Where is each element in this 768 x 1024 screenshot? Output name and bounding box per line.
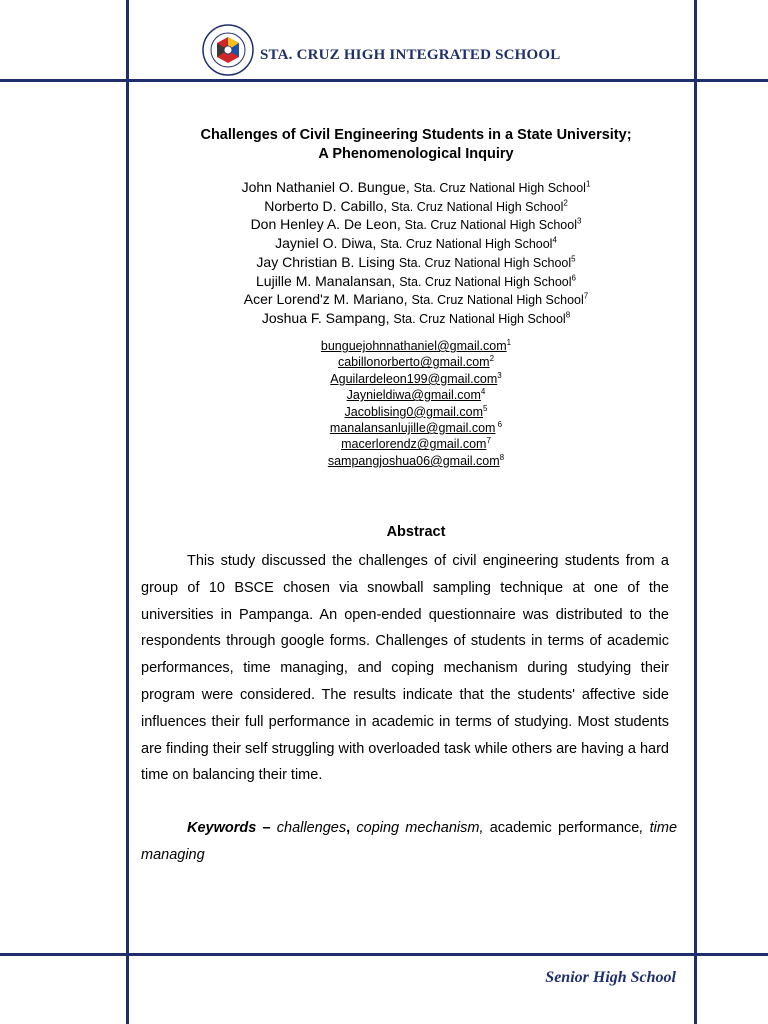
- email-line: [140, 338, 692, 354]
- keyword-challenges: challenges: [276, 820, 347, 836]
- author-affiliation: Sta. Cruz National High School: [411, 293, 584, 308]
- author-line: [140, 310, 692, 329]
- author-name: Jay Christian B. Lising: [256, 253, 395, 270]
- email-link[interactable]: manalansanlujille@gmail.com: [329, 421, 496, 436]
- abstract-body: This study discussed the challenges of civil engineering students from a group of 10 BSCE chosen via snowball sampling technique at one of the universities in Pampanga. An open-ended questionnaire was distributed to the respondents through google forms. Challenges of students in terms of academic performances, time managing, and coping mechanism during studying their program were considered. The results indicate that the students' affective side influences their full performance in academic in terms of studying. Most students are finding their self struggling with overloaded task while others are having a hard time on balancing their time.: [141, 553, 669, 784]
- author-sup: 2: [563, 198, 568, 208]
- email-link[interactable]: macerlorendz@gmail.com: [341, 437, 487, 452]
- author-affiliation: Sta. Cruz National High School: [413, 181, 586, 195]
- author-sup: 3: [576, 216, 582, 226]
- keyword-academic-performance: academic performance: [489, 820, 640, 836]
- email-list: [140, 338, 692, 469]
- author-name: John Nathaniel O. Bungue,: [241, 179, 410, 195]
- author-name: Don Henley A. De Leon,: [250, 216, 401, 233]
- email-sup: 8: [499, 452, 505, 462]
- keyword-separator: ,: [346, 820, 351, 836]
- author-name: Joshua F. Sampang,: [261, 309, 390, 326]
- author-affiliation: Sta. Cruz National High School: [393, 311, 566, 326]
- author-name: Lujille M. Manalansan,: [256, 272, 396, 289]
- email-line: [140, 371, 692, 387]
- author-affiliation: Sta. Cruz National High School: [404, 218, 577, 233]
- email-line: [140, 420, 692, 436]
- author-line: [140, 216, 692, 235]
- author-affiliation: Sta. Cruz National High School: [399, 274, 572, 289]
- author-affiliation: Sta. Cruz National High School: [380, 237, 553, 252]
- email-link[interactable]: Aguilardeleon199@gmail.com: [330, 371, 498, 386]
- author-name: Jayniel O. Diwa,: [275, 235, 377, 252]
- author-line: [140, 235, 692, 254]
- keyword-separator: ,: [639, 820, 644, 836]
- email-sup: 3: [497, 370, 502, 380]
- author-name: Norberto D. Cabillo,: [264, 197, 388, 214]
- author-sup: 5: [571, 254, 576, 264]
- author-line: [140, 179, 692, 198]
- paper-title-line1: Challenges of Civil Engineering Students in a State University;: [200, 127, 632, 143]
- email-line: [140, 436, 692, 452]
- email-sup: 2: [489, 354, 495, 364]
- author-sup: 6: [571, 272, 576, 282]
- email-link[interactable]: cabillonorberto@gmail.com: [337, 355, 490, 370]
- footer-divider: [0, 953, 768, 956]
- author-list: [140, 179, 692, 329]
- email-sup: 7: [486, 436, 491, 446]
- author-line: [140, 291, 692, 310]
- keyword-time-managing: time managing: [141, 820, 678, 863]
- author-sup: 4: [552, 235, 557, 245]
- email-line: [140, 404, 692, 420]
- author-sup: 7: [583, 291, 589, 301]
- author-line: [140, 198, 692, 217]
- email-link[interactable]: Jacoblising0@gmail.com: [344, 404, 483, 419]
- right-border-line: [694, 0, 697, 1024]
- abstract-heading: Abstract: [386, 524, 446, 540]
- author-line: [140, 254, 692, 273]
- keywords-label: Keywords –: [187, 820, 271, 836]
- author-sup: 1: [585, 179, 591, 189]
- email-sup: 5: [483, 403, 488, 413]
- email-link[interactable]: sampangjoshua06@gmail.com: [327, 453, 500, 468]
- school-seal-logo: [202, 24, 254, 76]
- footer-senior-high-school: Senior High School: [545, 969, 676, 986]
- email-link[interactable]: Jaynieldiwa@gmail.com: [346, 388, 481, 403]
- left-border-line: [126, 0, 129, 1024]
- school-name-header: STA. CRUZ HIGH INTEGRATED SCHOOL: [260, 47, 561, 63]
- author-name: Acer Lorend'z M. Mariano,: [243, 291, 408, 308]
- email-sup: 4: [480, 387, 486, 397]
- email-link[interactable]: bunguejohnnathaniel@gmail.com: [320, 339, 507, 353]
- author-affiliation: Sta. Cruz National High School: [391, 199, 564, 214]
- email-line: [140, 453, 692, 469]
- keyword-coping-mechanism: coping mechanism,: [356, 820, 484, 836]
- author-sup: 8: [565, 310, 571, 320]
- email-sup: 1: [506, 337, 512, 347]
- email-line: [140, 387, 692, 403]
- email-sup: 6: [495, 419, 503, 429]
- keywords-paragraph: [141, 815, 677, 869]
- paper-title-line2: A Phenomenological Inquiry: [318, 146, 514, 162]
- author-affiliation: Sta. Cruz National High School: [398, 255, 572, 270]
- header-divider: [0, 79, 768, 82]
- email-line: [140, 354, 692, 370]
- author-line: [140, 273, 692, 292]
